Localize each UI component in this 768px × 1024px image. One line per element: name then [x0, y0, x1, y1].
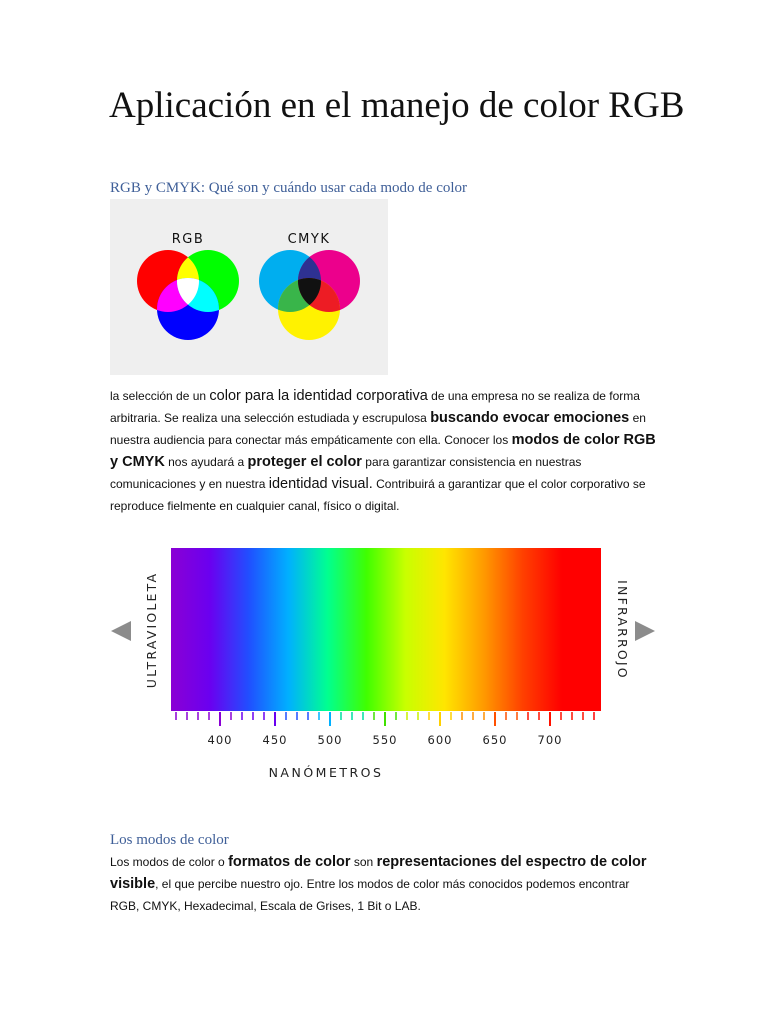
tick-label: 650 [482, 733, 508, 747]
tick-label: 500 [317, 733, 343, 747]
paragraph-color-identity-segment: identidad visual. [268, 476, 373, 492]
spectrum-bar [171, 548, 601, 711]
rgb-venn [137, 250, 239, 340]
infrared-label: INFRARROJO [615, 580, 630, 680]
paragraph-color-modes-segment: Los modos de color o [110, 855, 229, 869]
paragraph-color-identity-segment: de una empresa no se realiza de forma arbitraria. Se realiza una selección estudiada y escrupulosa [110, 389, 640, 425]
nanometers-axis-label: NANÓMETROS [268, 765, 384, 780]
section-heading-rgb-cmyk: RGB y CMYK: Qué son y cuándo usar cada modo de color [110, 180, 468, 196]
paragraph-color-identity-segment: buscando evocar emociones [430, 410, 630, 426]
paragraph-color-modes-segment: formatos de color [228, 854, 351, 870]
tick-label: 550 [372, 733, 398, 747]
paragraph-color-identity-segment: en nuestra audiencia para conectar más empáticamente con ella. Conocer los [110, 411, 646, 447]
ultraviolet-label: ULTRAVIOLETA [144, 571, 159, 689]
paragraph-color-modes [110, 851, 658, 917]
paragraph-color-identity-segment: color para la identidad corporativa [209, 388, 428, 404]
tick-label: 400 [207, 733, 233, 747]
tick-label: 700 [537, 733, 563, 747]
tick-label: 450 [262, 733, 288, 747]
paragraph-color-modes-segment: representaciones del espectro de color visible [110, 854, 647, 892]
color-venn-diagram [110, 199, 388, 375]
paragraph-color-identity [110, 385, 658, 517]
paragraph-color-identity-segment: Contribuirá a garantizar que el color corporativo se reproduce fielmente en cualquier canal, físico o digital. [110, 477, 646, 513]
visible-spectrum-figure [105, 540, 665, 790]
paragraph-color-identity-segment: la selección de un [110, 389, 210, 403]
right-arrow-icon [635, 621, 655, 641]
paragraph-color-modes-segment: , el que percibe nuestro ojo. Entre los modos de color más conocidos podemos encontrar RGB, CMYK, Hexadecimal, Escala de Grises, 1 Bit o LAB. [110, 877, 630, 913]
cmyk-venn [259, 250, 360, 340]
left-arrow-icon [111, 621, 131, 641]
rgb-cmyk-figure [110, 199, 388, 375]
paragraph-color-identity-segment: proteger el color [247, 454, 362, 470]
paragraph-color-identity-segment: nos ayudará a [164, 455, 248, 469]
paragraph-color-modes-segment: son [350, 855, 377, 869]
section-heading-color-modes: Los modos de color [110, 832, 229, 848]
page-title: Aplicación en el manejo de color RGB [109, 85, 685, 126]
spectrum-ticks [176, 712, 594, 747]
cmyk-label: CMYK [287, 232, 331, 247]
paragraph-color-identity-segment: para garantizar consistencia en nuestras comunicaciones y en nuestra [110, 455, 582, 491]
tick-label: 600 [427, 733, 453, 747]
spectrum-svg [105, 540, 665, 790]
rgb-label: RGB [171, 232, 205, 247]
paragraph-color-identity-segment: modos de color RGB y CMYK [110, 432, 656, 470]
